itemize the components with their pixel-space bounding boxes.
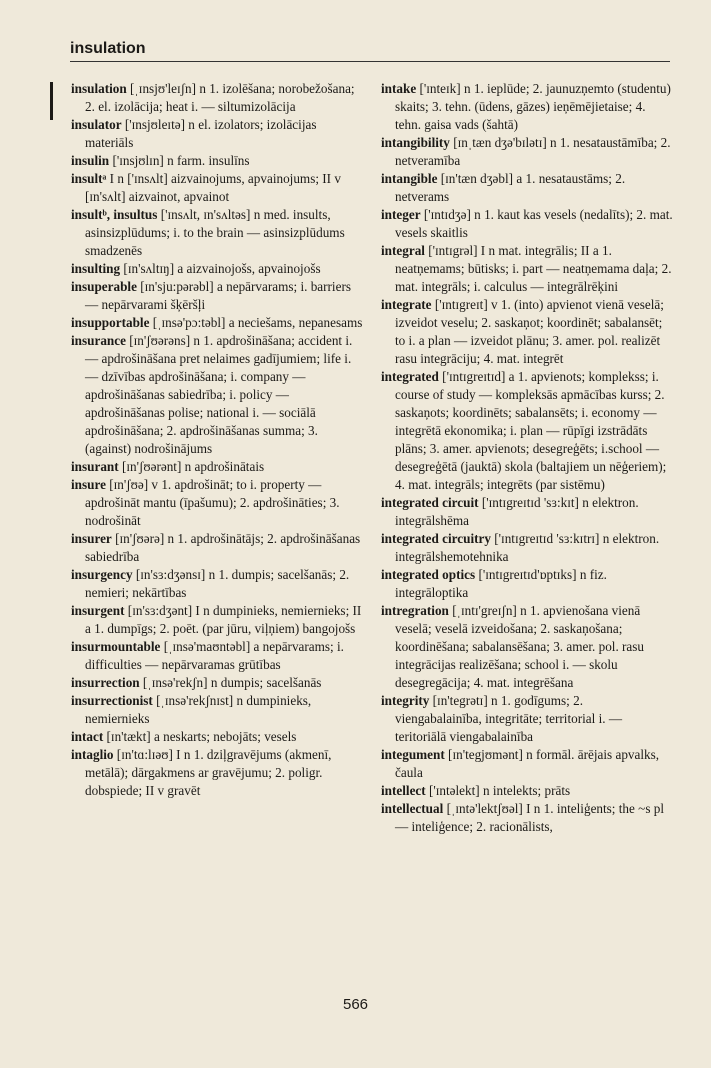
running-header <box>70 40 670 62</box>
headword: integrated circuit <box>381 495 479 510</box>
definition: [ɪn'tegjʊmənt] n formāl. ārējais apvalks, čaula <box>395 747 660 780</box>
headword: integrate <box>381 297 432 312</box>
definition: [ɪn'tegrətɪ] n 1. godīgums; 2. viengabalainība, integritāte; territorial i. — teritoriālā viengabalainība <box>395 693 623 744</box>
definition: [ˌɪnsə'pɔ:təbl] a neciešams, nepanesams <box>149 315 363 330</box>
definition: ['ɪntɪdʒə] n 1. kaut kas vesels (nedalīts); 2. mat. vesels skaitlis <box>395 207 673 240</box>
headword: insulator <box>71 117 122 132</box>
definition: I n ['ɪnsʌlt] aizvainojums, apvainojums; II v [ɪn'sʌlt] aizvainot, apvainot <box>85 171 341 204</box>
page-number: 566 <box>342 996 369 1013</box>
definition: [ɪn'ʃʊərənt] n apdrošinātais <box>118 459 265 474</box>
dictionary-entry <box>381 80 673 134</box>
section-marker-bar <box>50 82 53 120</box>
dictionary-entry <box>71 566 363 602</box>
definition: [ɪn'ʃʊərəns] n 1. apdrošināšana; accident i. — apdrošināšana pret nelaimes gadījumiem; life i. — dzīvības apdrošināšana; i. company — apdrošināšanas sabiedrība; i. policy — apdrošināšanas polise; national i. — sociālā apdrošināšana; 2. apdrošināšanas summa; 3. (against) nodrošinājums <box>85 333 353 456</box>
dictionary-entry <box>71 314 363 332</box>
header-rule <box>70 61 670 62</box>
definition: [ˌɪntə'lektʃʊəl] I n 1. inteliģents; the ~s pl — inteliģence; 2. racionālists, <box>395 801 665 834</box>
dictionary-entry <box>381 782 673 800</box>
left-column <box>71 80 363 800</box>
dictionary-entry <box>71 80 363 116</box>
definition: [ɪn'ʃʊərə] n 1. apdrošinātājs; 2. apdrošināšanas sabiedrība <box>85 531 361 564</box>
definition: ['ɪntɪgrəl] I n mat. integrālis; II a 1. neatņemams; būtisks; i. part — neatņemama daļa; 2. mat. integrāls; i. calculus — integrālrēķini <box>395 243 672 294</box>
headword: insuperable <box>71 279 137 294</box>
definition: ['ɪntəlekt] n intelekts; prāts <box>425 783 571 798</box>
dictionary-entry <box>71 602 363 638</box>
headword: intellectual <box>381 801 444 816</box>
dictionary-entry <box>71 638 363 674</box>
definition: [ɪn'tɑ:lɪəʊ] I n 1. dziļgravējums (akmenī, metālā); dārgakmens ar gravējumu; 2. poligr. dobspiede; II v gravēt <box>85 747 332 798</box>
dictionary-entry <box>381 494 673 530</box>
definition: ['ɪnsʌlt, ɪn'sʌltəs] n med. insults, asinsizplūdums; i. to the brain — asinsizplūdums smadzenēs <box>85 207 345 258</box>
dictionary-entry <box>381 368 673 494</box>
dictionary-entry <box>71 278 363 314</box>
definition: ['ɪnsjʊleɪtə] n el. izolators; izolācijas materiāls <box>85 117 317 150</box>
headword: insurer <box>71 531 112 546</box>
definition: [ɪn'sɜ:dʒənt] I n dumpinieks, nemiernieks; II a 1. dumpīgs; 2. poēt. (par jūru, viļņiem) bangojošs <box>85 603 362 636</box>
headword: insurgent <box>71 603 125 618</box>
definition: [ɪn'sʌltɪŋ] a aizvainojošs, apvainojošs <box>120 261 321 276</box>
headword: insure <box>71 477 106 492</box>
dictionary-entry <box>381 800 673 836</box>
headword: insultᵇ, insultus <box>71 207 158 222</box>
headword: insurgency <box>71 567 133 582</box>
headword: intaglio <box>71 747 114 762</box>
headword: integral <box>381 243 425 258</box>
dictionary-entry <box>71 476 363 530</box>
dictionary-entry <box>381 170 673 206</box>
definition: [ˌɪnsə'maʊntəbl] a nepārvarams; i. difficulties — nepārvaramas grūtības <box>85 639 344 672</box>
headword: insurrectionist <box>71 693 153 708</box>
headword: intake <box>381 81 417 96</box>
right-column <box>381 80 673 836</box>
dictionary-entry <box>381 206 673 242</box>
headword: insupportable <box>71 315 150 330</box>
definition: [ɪn'tæn dʒəbl] a 1. nesataustāms; 2. netverams <box>395 171 626 204</box>
headword: integrated optics <box>381 567 476 582</box>
dictionary-entry <box>71 116 363 152</box>
dictionary-entry <box>71 746 363 800</box>
definition: ['ɪnteɪk] n 1. ieplūde; 2. jaunuzņemto (studentu) skaits; 3. tehn. (ūdens, gāzes) ieņēmējietaise; 4. tehn. gaisa vads (šahtā) <box>395 81 671 132</box>
dictionary-entry <box>71 692 363 728</box>
definition: [ˌɪntɪ'greɪʃn] n 1. apvienošana vienā veselā; veselā izveidošana; 2. saskaņošana; koordinēšana; sabalansēšana; 3. amer. pol. rasu integrācijas realizēšana; school i. — skolu desegregācija; 4. mat. integrēšana <box>395 603 645 690</box>
definition: [ɪn'ʃʊə] v 1. apdrošināt; to i. property — apdrošināt mantu (īpašumu); 2. apdrošināties; 3. nodrošināt <box>85 477 340 528</box>
dictionary-entry <box>381 134 673 170</box>
dictionary-entry <box>381 530 673 566</box>
running-head-title: insulation <box>70 40 146 57</box>
dictionary-entry <box>71 332 363 458</box>
definition: ['ɪnsjʊlɪn] n farm. insulīns <box>109 153 250 168</box>
headword: insurant <box>71 459 119 474</box>
dictionary-entry <box>71 458 363 476</box>
definition: [ˌɪnsə'rekʃnɪst] n dumpinieks, nemiernieks <box>85 693 312 726</box>
definition: ['ɪntɪgreɪtɪd 'sɜ:kɪtrɪ] n elektron. integrālshemotehnika <box>395 531 660 564</box>
headword: insurance <box>71 333 126 348</box>
headword: insurmountable <box>71 639 161 654</box>
dictionary-entry <box>381 566 673 602</box>
headword: integument <box>381 747 445 762</box>
dictionary-entry <box>381 746 673 782</box>
headword: insulting <box>71 261 121 276</box>
definition: [ˌɪnsə'rekʃn] n dumpis; sacelšanās <box>139 675 322 690</box>
headword: insulin <box>71 153 110 168</box>
dictionary-entry <box>71 728 363 746</box>
definition: ['ɪntɪgreɪtɪd 'sɜ:kɪt] n elektron. integrālshēma <box>395 495 639 528</box>
dictionary-entry <box>71 170 363 206</box>
definition: [ɪn'tækt] a neskarts; nebojāts; vesels <box>103 729 297 744</box>
definition: ['ɪntɪgreɪtɪd'ɒptɪks] n fiz. integrāloptika <box>395 567 607 600</box>
headword: insurrection <box>71 675 140 690</box>
definition: ['ɪntɪgreɪt] v 1. (into) apvienot vienā veselā; izveidot veselu; 2. saskaņot; koordinēt; sabalansēt; to i. a plan — izveidot plānu; 3. amer. pol. realizēt rasu integrāciju; 4. mat. integrēt <box>395 297 664 366</box>
headword: intregration <box>381 603 449 618</box>
headword: insultᵃ <box>71 171 107 186</box>
dictionary-entry <box>71 206 363 260</box>
headword: integer <box>381 207 421 222</box>
headword: intellect <box>381 783 426 798</box>
definition: [ɪnˌtæn dʒə'bɪlətɪ] n 1. nesataustāmība; 2. netveramība <box>395 135 671 168</box>
definition: ['ɪntɪgreɪtɪd] a 1. apvienots; komplekss; i. course of study — kompleksās apmācības kurss; 2. saskaņots; koordinēts; sabalansēts; i. economy — integrētā ekonomika; i. plan — rūpīgi izstrādāts plāns; 3. amer. apvienots; desegreģēts; i.school — desegreģētā (jauktā) skola (baltajiem un nēģeriem); 4. mat. integrāls; integrēts (par sistēmu) <box>395 369 667 492</box>
dictionary-entry <box>381 296 673 368</box>
headword: intact <box>71 729 104 744</box>
dictionary-entry <box>71 674 363 692</box>
dictionary-entry <box>381 242 673 296</box>
dictionary-entry <box>71 260 363 278</box>
dictionary-entry <box>381 602 673 692</box>
definition: [ɪn'sju:pərəbl] a nepārvarams; i. barriers — nepārvarami šķēršļi <box>85 279 351 312</box>
definition: [ɪn'sɜ:dʒənsɪ] n 1. dumpis; sacelšanās; 2. nemieri; nekārtības <box>85 567 350 600</box>
dictionary-entry <box>381 692 673 746</box>
headword: integrity <box>381 693 430 708</box>
headword: intangibility <box>381 135 450 150</box>
headword: integrated <box>381 369 439 384</box>
headword: intangible <box>381 171 438 186</box>
headword: integrated circuitry <box>381 531 491 546</box>
dictionary-entry <box>71 152 363 170</box>
headword: insulation <box>71 81 127 96</box>
definition: [ˌɪnsjʊ'leɪʃn] n 1. izolēšana; norobežošana; 2. el. izolācija; heat i. — siltumizolācija <box>85 81 355 114</box>
dictionary-entry <box>71 530 363 566</box>
